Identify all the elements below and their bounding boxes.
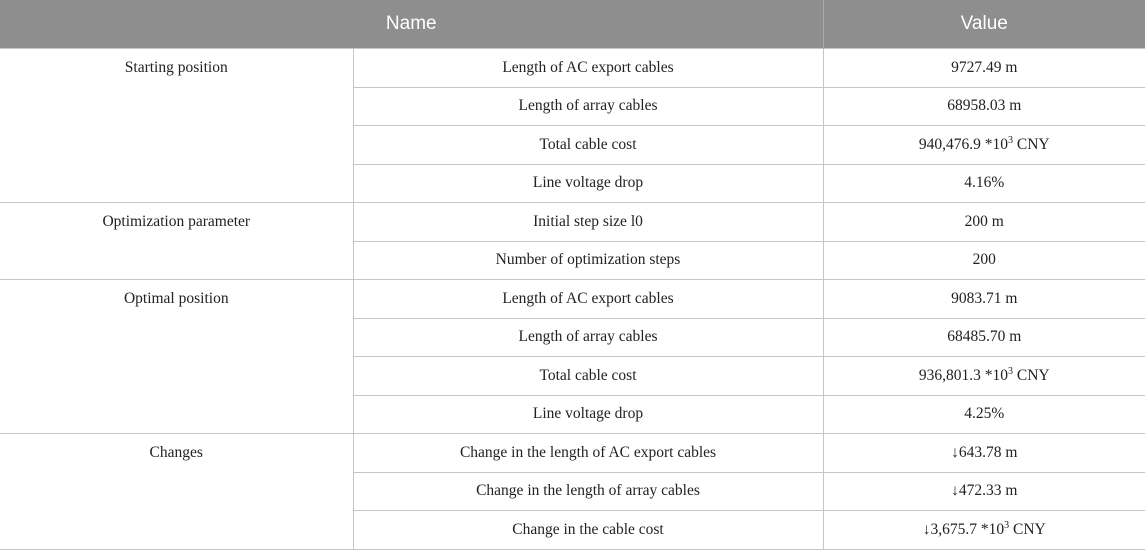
row-name: Number of optimization steps bbox=[353, 241, 823, 280]
row-name: Total cable cost bbox=[353, 357, 823, 396]
header-row bbox=[0, 0, 1145, 49]
row-value bbox=[823, 126, 1145, 165]
row-name: Change in the cable cost bbox=[353, 511, 823, 550]
row-value: ↓643.78 m bbox=[823, 434, 1145, 473]
table-row bbox=[0, 434, 1145, 473]
row-name: Change in the length of AC export cables bbox=[353, 434, 823, 473]
row-name: Total cable cost bbox=[353, 126, 823, 165]
row-value: 200 m bbox=[823, 203, 1145, 242]
value-unit: CNY bbox=[1013, 520, 1046, 538]
table-body bbox=[0, 49, 1145, 550]
row-name: Length of array cables bbox=[353, 87, 823, 126]
row-name: Line voltage drop bbox=[353, 395, 823, 434]
row-value: 68958.03 m bbox=[823, 87, 1145, 126]
group-label: Starting position bbox=[0, 49, 353, 203]
row-value: 68485.70 m bbox=[823, 318, 1145, 357]
row-name: Initial step size l0 bbox=[353, 203, 823, 242]
group-label: Optimization parameter bbox=[0, 203, 353, 280]
header-value: Value bbox=[823, 0, 1145, 49]
row-value bbox=[823, 511, 1145, 550]
row-value: 9083.71 m bbox=[823, 280, 1145, 319]
row-value bbox=[823, 357, 1145, 396]
value-number: 940,476.9 *10 bbox=[918, 135, 1008, 153]
table-row bbox=[0, 280, 1145, 319]
value-number: ↓3,675.7 *10 bbox=[922, 520, 1005, 538]
header-name: Name bbox=[0, 0, 823, 49]
row-value: 9727.49 m bbox=[823, 49, 1145, 88]
row-value: ↓472.33 m bbox=[823, 472, 1145, 511]
table-row bbox=[0, 49, 1145, 88]
value-exponent: 3 bbox=[1008, 134, 1013, 146]
row-name: Length of AC export cables bbox=[353, 280, 823, 319]
group-label: Changes bbox=[0, 434, 353, 550]
value-unit: CNY bbox=[1016, 366, 1050, 384]
value-unit: CNY bbox=[1016, 135, 1050, 153]
row-value: 4.25% bbox=[823, 395, 1145, 434]
value-exponent: 3 bbox=[1004, 519, 1010, 531]
value-exponent: 3 bbox=[1008, 365, 1013, 377]
group-label: Optimal position bbox=[0, 280, 353, 434]
row-value: 4.16% bbox=[823, 164, 1145, 203]
row-name: Length of AC export cables bbox=[353, 49, 823, 88]
row-value: 200 bbox=[823, 241, 1145, 280]
row-name: Line voltage drop bbox=[353, 164, 823, 203]
value-number: 936,801.3 *10 bbox=[918, 366, 1008, 384]
row-name: Length of array cables bbox=[353, 318, 823, 357]
table-row bbox=[0, 203, 1145, 242]
row-name: Change in the length of array cables bbox=[353, 472, 823, 511]
table-header bbox=[0, 0, 1145, 49]
